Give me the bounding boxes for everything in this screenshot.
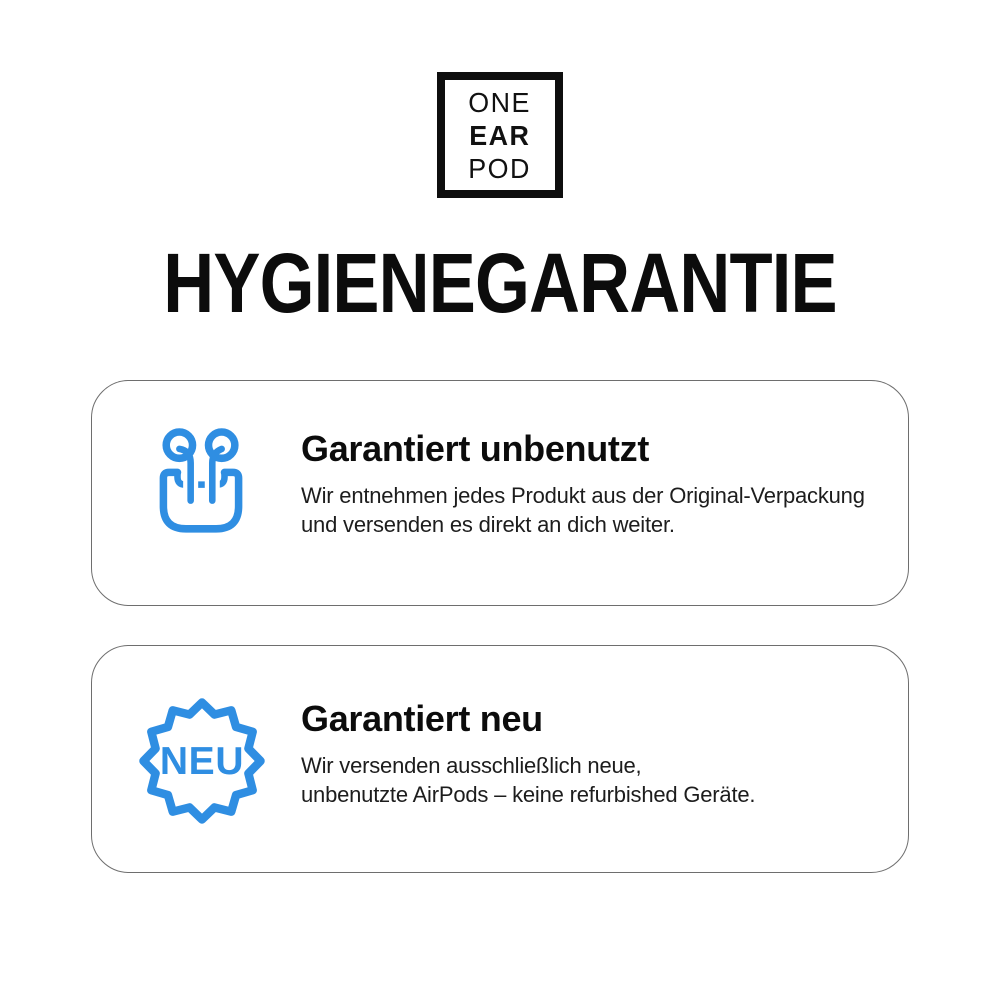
card-body-new <box>301 751 878 809</box>
card-body-new-line1: Wir versenden ausschließlich neue, <box>301 753 642 778</box>
guarantee-card-new <box>91 645 909 873</box>
guarantee-card-unused <box>91 380 909 606</box>
card-text-unused <box>301 428 878 539</box>
airpods-case-icon <box>154 425 248 533</box>
card-heading-new: Garantiert neu <box>301 698 543 739</box>
logo-line-pod: POD <box>468 152 532 184</box>
logo-line-one: ONE <box>468 86 532 118</box>
card-heading-unused: Garantiert unbenutzt <box>301 428 650 469</box>
card-body-new-line2: unbenutzte AirPods – keine refurbished Geräte. <box>301 782 756 807</box>
card-body-unused <box>301 481 878 539</box>
page-title: HYGIENEGARANTIE <box>163 236 837 330</box>
neu-badge-icon <box>137 696 267 826</box>
card-body-unused-line2: und versenden es direkt an dich weiter. <box>301 512 675 537</box>
neu-badge-label: NEU <box>159 740 245 783</box>
brand-logo <box>437 72 563 198</box>
card-text-new <box>301 698 878 809</box>
card-body-unused-line1: Wir entnehmen jedes Produkt aus der Original-Verpackung <box>301 483 865 508</box>
logo-line-ear: EAR <box>469 119 531 151</box>
